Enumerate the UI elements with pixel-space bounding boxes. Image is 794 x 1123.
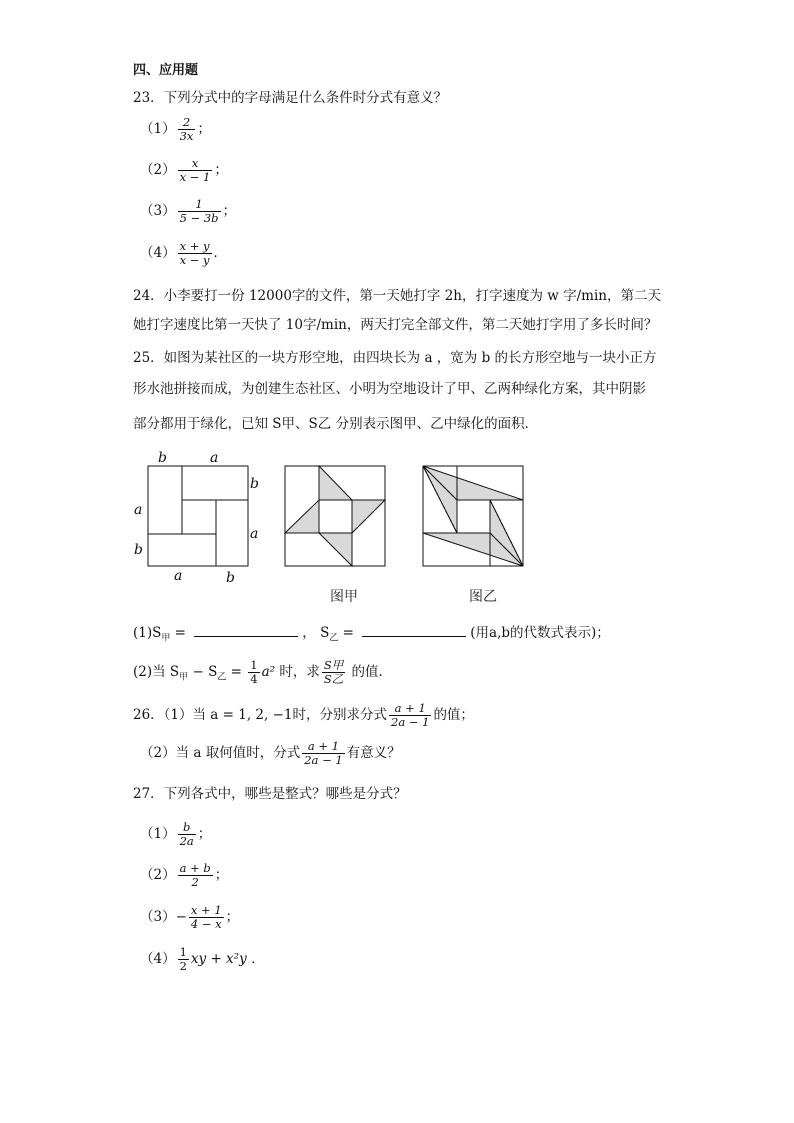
q23-item-1: （1） $\frac{2}{3x}$ ； bbox=[140, 115, 211, 143]
q27-stem: 27．下列各式中，哪些是整式？哪些是分式？ bbox=[133, 786, 407, 802]
q25-part-1: $(1)S_甲$ = ， $S_乙$ = (用a,b的代数式表示)； bbox=[133, 625, 610, 644]
q26-part-2: （2）当 a 取何值时，分式 $\frac{a + 1}{2a - 1}$ 有意义？ bbox=[140, 739, 401, 767]
q25-line-1: 25．如图为某社区的一块方形空地，由四块长为 a ，宽为 b 的长方形空地与一块小正方 bbox=[133, 350, 657, 366]
q26-part-1: 26．（1）当 a = 1, 2, −1时，分别求分式 $\frac{a + 1}{2a - 1}$ 的值； bbox=[133, 701, 474, 729]
answer-blank-2[interactable] bbox=[362, 624, 466, 637]
q27-item-2: （2） $\frac{a + b}{2}$ ； bbox=[140, 861, 229, 889]
fraction: $\frac{x + 1}{4 - x}$ bbox=[190, 903, 222, 931]
q23-item-4: （4） $\frac{x + y}{x - y}$ ． bbox=[140, 239, 228, 267]
fraction: $\frac{x}{x - 1}$ bbox=[179, 156, 211, 184]
q27-item-4: （4） $\frac{1}{2}$ xy + x²y ． bbox=[140, 945, 265, 973]
q24-line-1: 24．小李要打一份 12000字的文件，第一天她打字 2h，打字速度为 w 字/min，第二天 bbox=[133, 288, 661, 304]
q27-item-1: （1） $\frac{b}{2a}$ ； bbox=[140, 820, 212, 848]
section-title: 四、应用题 bbox=[133, 63, 199, 78]
fraction: $\frac{a + b}{2}$ bbox=[179, 861, 211, 889]
q23-stem: 23．下列分式中的字母满足什么条件时分式有意义？ bbox=[133, 90, 448, 106]
label-a-right: a bbox=[250, 526, 259, 542]
q23-item-3: （3） $\frac{1}{5 - 3b}$ ； bbox=[140, 197, 237, 225]
label-b-bottom: b bbox=[226, 570, 235, 586]
answer-blank-1[interactable] bbox=[194, 624, 298, 637]
label-a-bottom: a bbox=[174, 568, 183, 584]
q27-item-3: （3）− $\frac{x + 1}{4 - x}$ ； bbox=[140, 903, 240, 931]
label-a-left: a bbox=[134, 502, 143, 518]
q23-item-2: （2） $\frac{x}{x - 1}$ ； bbox=[140, 156, 228, 184]
fraction: $\frac{\text{S甲}}{\text{S乙}}$ bbox=[323, 658, 344, 686]
fraction: $\frac{2}{3x}$ bbox=[179, 115, 194, 143]
fraction: $\frac{1}{2}$ bbox=[179, 945, 187, 973]
figure-yi bbox=[422, 465, 526, 569]
caption-jia: 图甲 bbox=[330, 589, 358, 605]
label-b-left: b bbox=[134, 542, 143, 558]
square-layout-figure bbox=[128, 448, 270, 588]
fraction: $\frac{a + 1}{2a - 1}$ bbox=[304, 739, 343, 767]
label-b-right: b bbox=[250, 476, 259, 492]
caption-yi: 图乙 bbox=[469, 589, 497, 605]
q25-line-2: 形水池拼接而成，为创建生态社区、小明为空地设计了甲、乙两种绿化方案，其中阴影 bbox=[133, 381, 646, 397]
q24-line-2: 她打字速度比第一天快了 10字/min，两天打完全部文件，第二天她打字用了多长时间？ bbox=[133, 317, 658, 333]
fraction: $\frac{1}{5 - 3b}$ bbox=[179, 197, 219, 225]
figure-jia bbox=[284, 465, 388, 569]
q25-part-2: (2)当 $S_甲 - S_乙$ = $\frac{1}{4}$ a² 时，求 $\frac{\text{S甲}}{\text{S乙}}$ 的值． bbox=[133, 658, 393, 686]
label-a-top: a bbox=[210, 450, 219, 466]
fraction: $\frac{a + 1}{2a - 1}$ bbox=[391, 701, 430, 729]
label-b-top: b bbox=[158, 450, 167, 466]
fraction: $\frac{x + y}{x - y}$ bbox=[179, 239, 210, 267]
fraction: $\frac{b}{2a}$ bbox=[179, 820, 194, 848]
q25-line-3: 部分都用于绿化，已知 S甲、S乙 分别表示图甲、乙中绿化的面积． bbox=[133, 416, 539, 432]
fraction: $\frac{1}{4}$ bbox=[250, 658, 258, 686]
